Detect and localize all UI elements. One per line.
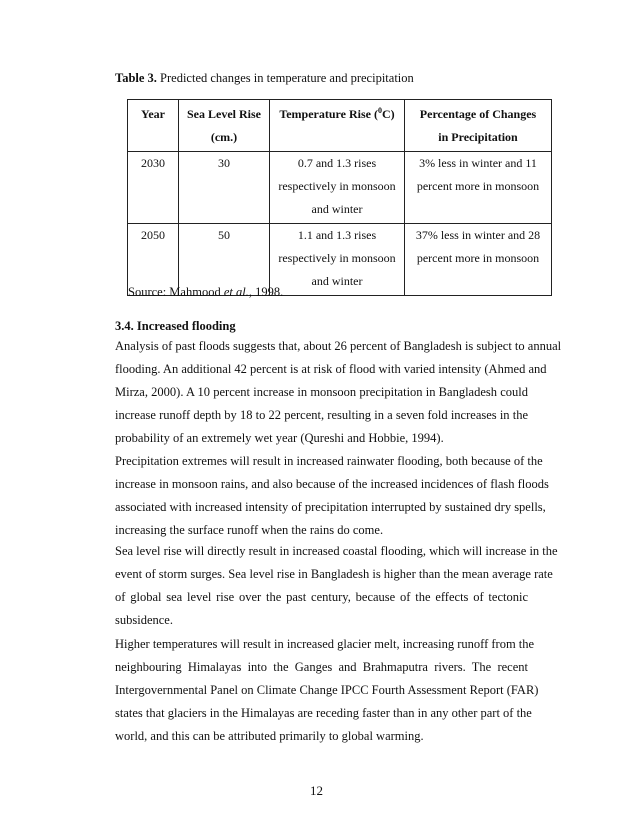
cell-temperature: 1.1 and 1.3 rises respectively in monsoon and winter bbox=[270, 224, 405, 296]
cell-year: 2050 bbox=[128, 224, 179, 296]
cell-sea-level: 30 bbox=[179, 152, 270, 224]
table-header-row bbox=[128, 100, 552, 152]
cell-sea-level: 50 bbox=[179, 224, 270, 296]
table-source: Source: Mahmood et al., 1998. bbox=[128, 285, 284, 299]
paragraph-precipitation-extremes: Precipitation extremes will result in increased rainwater flooding, both because of the increase in monsoon rains, and also because of the increased incidences of flash floods associated with increased intensity of precipitation interrupted by sustained dry spells, increasing the surface runoff when the rains do come. bbox=[115, 454, 549, 537]
predicted-changes-table bbox=[127, 99, 552, 296]
paragraph-higher-temperatures: Higher temperatures will result in increased glacier melt, increasing runoff from the neighbouring Himalayas into the Ganges and Brahmaputra rivers. The recent Intergovernmental Panel on Climate Change IPCC Fourth Assessment Report (FAR) states that glaciers in the Himalayas are receding faster than in any other part of the world, and this can be attributed primarily to global warming. bbox=[115, 637, 539, 743]
header-temperature-rise: Temperature Rise ($^0$C) bbox=[270, 100, 405, 152]
cell-year: 2030 bbox=[128, 152, 179, 224]
paragraph-sea-level-rise: Sea level rise will directly result in increased coastal flooding, which will increase in the event of storm surges. Sea level rise in Bangladesh is higher than the mean average rate of global sea level rise over the past century, because of the effects of tectonic subsidence. bbox=[115, 544, 558, 627]
table-row bbox=[128, 152, 552, 224]
cell-precipitation: 3% less in winter and 11 percent more in monsoon bbox=[405, 152, 552, 224]
page-number: 12 bbox=[310, 783, 323, 798]
table-caption bbox=[115, 71, 414, 86]
table-caption-text: Predicted changes in temperature and precipitation bbox=[156, 71, 414, 85]
section-heading: 3.4. Increased flooding bbox=[115, 319, 236, 333]
header-year: Year bbox=[128, 100, 179, 152]
header-sea-level-rise: Sea Level Rise (cm.) bbox=[179, 100, 270, 152]
table-caption-label: Table 3. bbox=[115, 71, 157, 85]
header-precipitation-change: Percentage of Changes in Precipitation bbox=[405, 100, 552, 152]
cell-precipitation: 37% less in winter and 28 percent more in monsoon bbox=[405, 224, 552, 296]
cell-temperature: 0.7 and 1.3 rises respectively in monsoon and winter bbox=[270, 152, 405, 224]
paragraph-floods-analysis: Analysis of past floods suggests that, about 26 percent of Bangladesh is subject to annual flooding. An additional 42 percent is at risk of flood with varied intensity (Ahmed and Mirza, 2000). A 10 percent increase in monsoon precipitation in Bangladesh could increase runoff depth by 18 to 22 percent, resulting in a seven fold increases in the probability of an extremely wet year (Qureshi and Hobbie, 1994). bbox=[115, 339, 562, 445]
